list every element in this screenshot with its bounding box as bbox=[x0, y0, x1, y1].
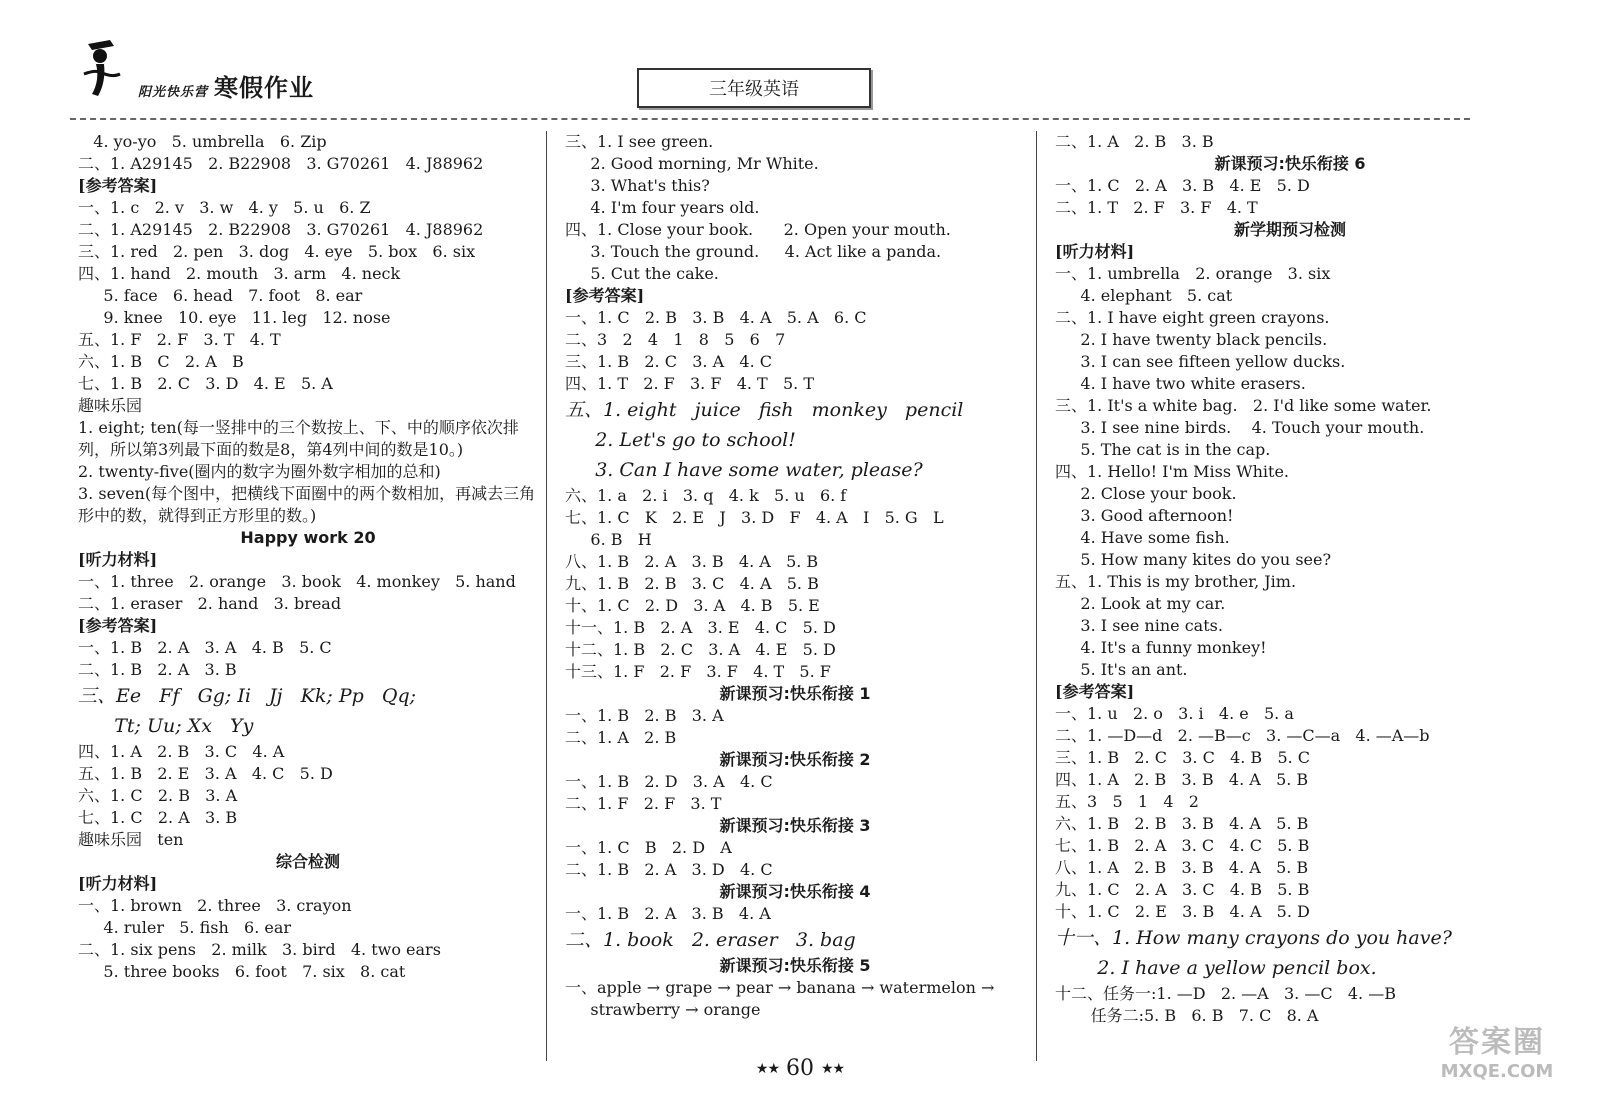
answer-line: 四、1. Close your book. 2. Open your mouth. bbox=[565, 220, 951, 239]
answer-line: 二、1. A 2. B bbox=[565, 728, 677, 747]
answer-line: 5. The cat is in the cap. bbox=[1055, 440, 1271, 459]
answer-line: 3. I can see fifteen yellow ducks. bbox=[1055, 352, 1346, 371]
answer-line: 六、1. B 2. B 3. B 4. A 5. B bbox=[1055, 814, 1309, 833]
section-heading: 新课预习:快乐衔接 3 bbox=[719, 816, 871, 835]
answer-line: 一、1. C 2. B 3. B 4. A 5. A 6. C bbox=[565, 308, 867, 327]
answer-column-left bbox=[78, 131, 538, 983]
answer-line: 一、1. C 2. A 3. B 4. E 5. D bbox=[1055, 176, 1310, 195]
answer-line: 3. Touch the ground. 4. Act like a panda. bbox=[565, 242, 942, 261]
answer-line: 4. ruler 5. fish 6. ear bbox=[78, 918, 292, 937]
section-heading: 新课预习:快乐衔接 4 bbox=[719, 882, 871, 901]
answer-line: 五、1. This is my brother, Jim. bbox=[1055, 572, 1297, 591]
answer-line: 四、1. T 2. F 3. F 4. T 5. T bbox=[565, 374, 815, 393]
answer-line: 二、1. —D—d 2. —B—c 3. —C—a 4. —A—b bbox=[1055, 726, 1430, 745]
answer-line: 4. I'm four years old. bbox=[565, 198, 760, 217]
answer-line: 一、1. B 2. B 3. A bbox=[565, 706, 724, 725]
answer-line: 一、1. B 2. D 3. A 4. C bbox=[565, 772, 773, 791]
answer-line: 二、1. T 2. F 3. F 4. T bbox=[1055, 198, 1258, 217]
answer-line: 七、1. B 2. C 3. D 4. E 5. A bbox=[78, 374, 333, 393]
answer-line: 十、1. C 2. E 3. B 4. A 5. D bbox=[1055, 902, 1310, 921]
answer-line: 八、1. B 2. A 3. B 4. A 5. B bbox=[565, 552, 819, 571]
handwritten-answer: 三、Ee Ff Gg; Ii Jj Kk; Pp Qq; bbox=[78, 685, 417, 707]
answer-line: 五、1. B 2. E 3. A 4. C 5. D bbox=[78, 764, 333, 783]
answer-line: 二、1. F 2. F 3. T bbox=[565, 794, 722, 813]
subsection-label: [听力材料] bbox=[1055, 242, 1135, 261]
handwritten-answer: 3. Can I have some water, please? bbox=[565, 459, 923, 481]
section-heading: 新课预习:快乐衔接 6 bbox=[1214, 154, 1366, 173]
answer-line: 二、1. six pens 2. milk 3. bird 4. two ears bbox=[78, 940, 441, 959]
answer-line: 一、1. three 2. orange 3. book 4. monkey 5. hand bbox=[78, 572, 516, 591]
subject-label: 三年级英语 bbox=[637, 68, 871, 108]
answer-line: 四、1. A 2. B 3. B 4. A 5. B bbox=[1055, 770, 1309, 789]
watermark-top: 答案圈 bbox=[1449, 1025, 1545, 1060]
answer-line: 四、1. Hello! I'm Miss White. bbox=[1055, 462, 1289, 481]
answer-line: 4. elephant 5. cat bbox=[1055, 286, 1233, 305]
handwritten-answer: 二、1. book 2. eraser 3. bag bbox=[565, 929, 856, 951]
answer-line: 九、1. C 2. A 3. C 4. B 5. B bbox=[1055, 880, 1310, 899]
section-heading: 新课预习:快乐衔接 5 bbox=[719, 956, 871, 975]
answer-column-right bbox=[1055, 131, 1525, 1027]
answer-line: 2. Good morning, Mr White. bbox=[565, 154, 819, 173]
handwritten-answer: 五、1. eight juice fish monkey pencil bbox=[565, 399, 964, 421]
answer-line: 一、1. c 2. v 3. w 4. y 5. u 6. Z bbox=[78, 198, 371, 217]
answer-line: 5. Cut the cake. bbox=[565, 264, 719, 283]
handwritten-answer: Tt; Uu; Xx Yy bbox=[78, 715, 254, 737]
section-heading: 新学期预习检测 bbox=[1233, 220, 1346, 239]
answer-line: 一、1. B 2. A 3. B 4. A bbox=[565, 904, 771, 923]
answer-line: 4. yo-yo 5. umbrella 6. Zip bbox=[78, 132, 327, 151]
page-footer bbox=[0, 1056, 1600, 1081]
subsection-label: [参考答案] bbox=[78, 176, 158, 195]
section-heading: 综合检测 bbox=[275, 852, 340, 871]
answer-line: 趣味乐园 bbox=[78, 396, 143, 415]
answer-line: 趣味乐园 ten bbox=[78, 830, 184, 849]
brand-script: 阳光快乐营 bbox=[138, 85, 209, 100]
answer-line: 十二、任务一:1. —D 2. —A 3. —C 4. —B bbox=[1055, 984, 1396, 1003]
page-number: 60 bbox=[786, 1056, 814, 1081]
answer-column-middle bbox=[565, 131, 1025, 1021]
answer-line: 一、1. u 2. o 3. i 4. e 5. a bbox=[1055, 704, 1294, 723]
answer-line: 七、1. C 2. A 3. B bbox=[78, 808, 238, 827]
answer-line: 七、1. B 2. A 3. C 4. C 5. B bbox=[1055, 836, 1310, 855]
watermark-bottom: MXQE.COM bbox=[1440, 1061, 1554, 1082]
answer-line: 4. Have some fish. bbox=[1055, 528, 1230, 547]
answer-line: 3. I see nine cats. bbox=[1055, 616, 1223, 635]
subsection-label: [听力材料] bbox=[78, 550, 158, 569]
answer-line: 1. eight; ten(每一竖排中的三个数按上、下、中的顺序依次排列，所以第3列最下面的数是8，第4列中间的数是10。) bbox=[78, 418, 519, 459]
answer-line: 二、3 2 4 1 8 5 6 7 bbox=[565, 330, 786, 349]
answer-line: 9. knee 10. eye 11. leg 12. nose bbox=[78, 308, 391, 327]
answer-line: 5. face 6. head 7. foot 8. ear bbox=[78, 286, 363, 305]
answer-line: 四、1. hand 2. mouth 3. arm 4. neck bbox=[78, 264, 401, 283]
student-mascot-icon bbox=[70, 34, 130, 104]
handwritten-answer: 2. I have a yellow pencil box. bbox=[1055, 957, 1377, 979]
answer-line: 二、1. A29145 2. B22908 3. G70261 4. J88962 bbox=[78, 154, 484, 173]
stars-right-icon: ★★ bbox=[821, 1061, 845, 1077]
answer-line: 六、1. B C 2. A B bbox=[78, 352, 244, 371]
answer-line: 一、1. C B 2. D A bbox=[565, 838, 732, 857]
subsection-label: [参考答案] bbox=[565, 286, 645, 305]
section-heading: 新课预习:快乐衔接 1 bbox=[719, 684, 871, 703]
answer-line: 二、1. eraser 2. hand 3. bread bbox=[78, 594, 342, 613]
handwritten-answer: 2. Let's go to school! bbox=[565, 429, 796, 451]
answer-line: 4. It's a funny monkey! bbox=[1055, 638, 1267, 657]
answer-line: 5. three books 6. foot 7. six 8. cat bbox=[78, 962, 406, 981]
answer-line: 三、1. B 2. C 3. A 4. C bbox=[565, 352, 772, 371]
watermark bbox=[1422, 1017, 1572, 1087]
answer-line: 五、1. F 2. F 3. T 4. T bbox=[78, 330, 281, 349]
answer-line: 4. I have two white erasers. bbox=[1055, 374, 1306, 393]
answer-line: 四、1. A 2. B 3. C 4. A bbox=[78, 742, 285, 761]
answer-line: 2. Look at my car. bbox=[1055, 594, 1226, 613]
answer-line: 十一、1. B 2. A 3. E 4. C 5. D bbox=[565, 618, 836, 637]
section-heading: Happy work 20 bbox=[240, 528, 376, 547]
answer-line: 6. B H bbox=[565, 530, 652, 549]
answer-line: 3. What's this? bbox=[565, 176, 710, 195]
subsection-label: [参考答案] bbox=[78, 616, 158, 635]
stars-left-icon: ★★ bbox=[755, 1061, 779, 1077]
handwritten-answer: 十一、1. How many crayons do you have? bbox=[1055, 927, 1452, 949]
column-divider bbox=[1036, 131, 1037, 1061]
answer-line: 3. Good afternoon! bbox=[1055, 506, 1234, 525]
answer-line: 六、1. C 2. B 3. A bbox=[78, 786, 238, 805]
answer-line: 2. twenty-five(圈内的数字为圈外数字相加的总和) bbox=[78, 462, 441, 481]
answer-line: 二、1. I have eight green crayons. bbox=[1055, 308, 1330, 327]
answer-line: 三、1. I see green. bbox=[565, 132, 714, 151]
answer-line: 3. seven(每个图中，把横线下面圈中的两个数相加，再减去三角形中的数，就得到正方形里的数。) bbox=[78, 484, 536, 525]
answer-line: 一、1. B 2. A 3. A 4. B 5. C bbox=[78, 638, 332, 657]
answer-line: 六、1. a 2. i 3. q 4. k 5. u 6. f bbox=[565, 486, 847, 505]
answer-line: 一、1. brown 2. three 3. crayon bbox=[78, 896, 352, 915]
answer-line: 5. How many kites do you see? bbox=[1055, 550, 1332, 569]
answer-line: 2. I have twenty black pencils. bbox=[1055, 330, 1328, 349]
answer-line: 二、1. A 2. B 3. B bbox=[1055, 132, 1214, 151]
page-header bbox=[0, 0, 1600, 120]
answer-line: 二、1. A29145 2. B22908 3. G70261 4. J88962 bbox=[78, 220, 484, 239]
answer-line: 一、apple → grape → pear → banana → watermelon → bbox=[565, 978, 995, 997]
answer-line: 三、1. B 2. C 3. C 4. B 5. C bbox=[1055, 748, 1311, 767]
answer-line: 任务二:5. B 6. B 7. C 8. A bbox=[1055, 1006, 1319, 1025]
answer-line: 九、1. B 2. B 3. C 4. A 5. B bbox=[565, 574, 819, 593]
answer-line: 5. It's an ant. bbox=[1055, 660, 1188, 679]
answer-line: 二、1. B 2. A 3. D 4. C bbox=[565, 860, 773, 879]
section-heading: 新课预习:快乐衔接 2 bbox=[719, 750, 871, 769]
answer-line: 3. I see nine birds. 4. Touch your mouth. bbox=[1055, 418, 1425, 437]
answer-line: 五、3 5 1 4 2 bbox=[1055, 792, 1199, 811]
answer-line: 十、1. C 2. D 3. A 4. B 5. E bbox=[565, 596, 820, 615]
answer-line: 二、1. B 2. A 3. B bbox=[78, 660, 237, 679]
answer-line: 三、1. red 2. pen 3. dog 4. eye 5. box 6. six bbox=[78, 242, 476, 261]
subsection-label: [参考答案] bbox=[1055, 682, 1135, 701]
column-divider bbox=[546, 131, 547, 1061]
answer-line: 三、1. It's a white bag. 2. I'd like some water. bbox=[1055, 396, 1432, 415]
answer-line: 十三、1. F 2. F 3. F 4. T 5. F bbox=[565, 662, 831, 681]
answer-line: 一、1. umbrella 2. orange 3. six bbox=[1055, 264, 1331, 283]
subsection-label: [听力材料] bbox=[78, 874, 158, 893]
answer-line: 2. Close your book. bbox=[1055, 484, 1237, 503]
answer-line: strawberry → orange bbox=[565, 1000, 761, 1019]
brand-title bbox=[138, 68, 314, 103]
answer-line: 七、1. C K 2. E J 3. D F 4. A I 5. G L bbox=[565, 508, 944, 527]
answer-line: 八、1. A 2. B 3. B 4. A 5. B bbox=[1055, 858, 1309, 877]
brand-name: 寒假作业 bbox=[214, 74, 315, 102]
answer-line: 十二、1. B 2. C 3. A 4. E 5. D bbox=[565, 640, 836, 659]
header-divider bbox=[70, 118, 1470, 120]
